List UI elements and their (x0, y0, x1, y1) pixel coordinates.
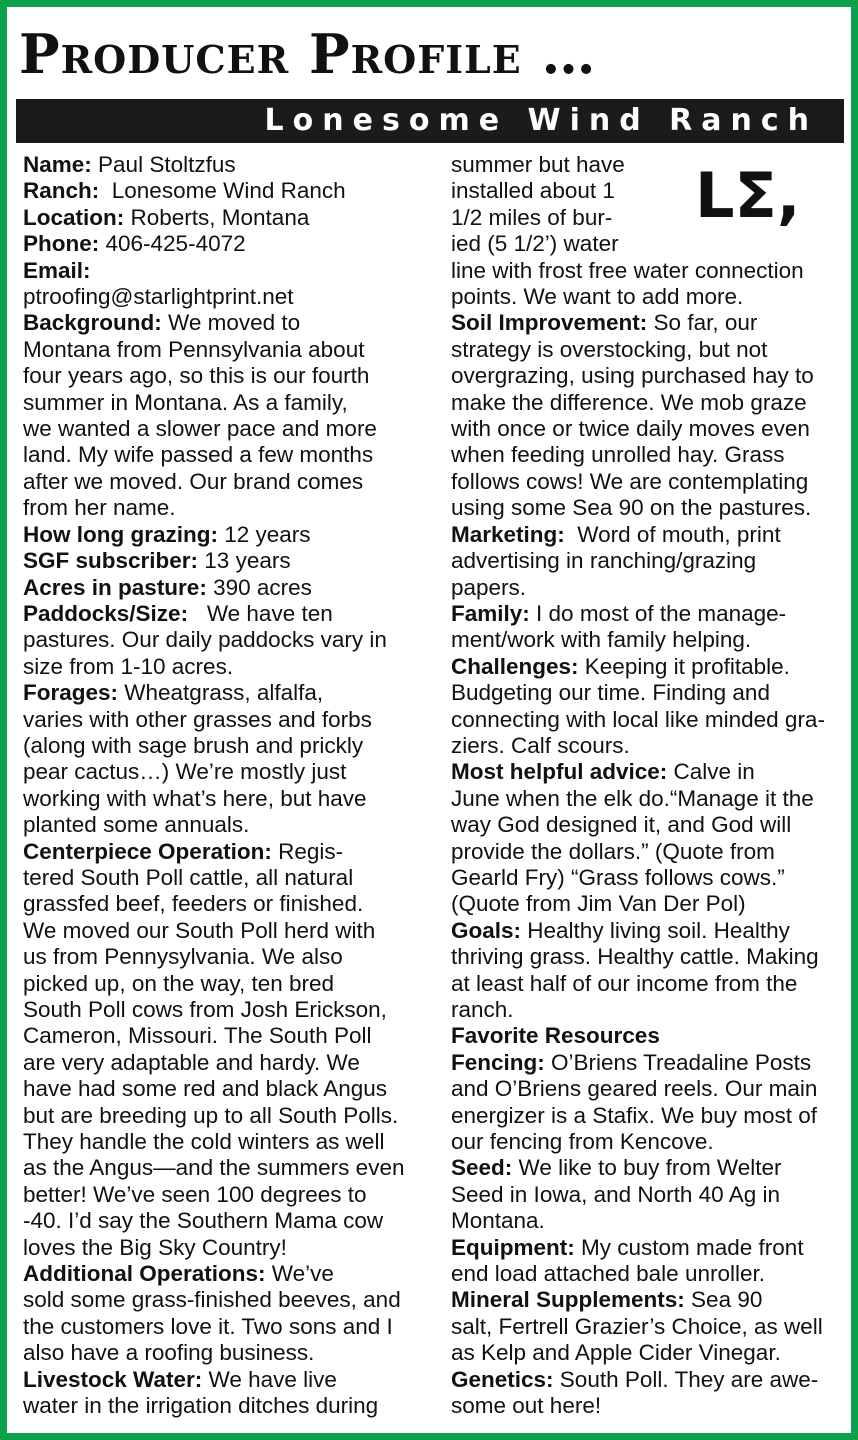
text-line (23, 390, 443, 416)
text-line (451, 575, 851, 601)
field-text: using some Sea 90 on the pastures. (451, 495, 812, 521)
field-text: salt, Fertrell Grazier’s Choice, as well (451, 1313, 823, 1339)
text-line (23, 548, 443, 574)
field-text: picked up, on the way, ten bred (23, 970, 335, 996)
field-label: Phone: (23, 231, 100, 257)
field-text: ptroofing@starlightprint.net (23, 284, 294, 310)
text-line (451, 812, 851, 838)
field-text: South Poll. They are awe- (553, 1366, 819, 1392)
field-text: also have a roofing business. (23, 1340, 315, 1366)
text-line (23, 891, 443, 917)
text-line (451, 680, 851, 706)
text-line (451, 997, 851, 1023)
text-line (23, 284, 443, 310)
text-line (23, 1261, 443, 1287)
text-line (451, 865, 851, 891)
field-text: pear cactus…) We’re mostly just (23, 759, 347, 785)
text-line (451, 1155, 851, 1181)
field-text: Sea 90 (684, 1287, 763, 1313)
field-text: make the difference. We mob graze (451, 389, 807, 415)
text-line (451, 522, 851, 548)
field-text: Regis- (271, 838, 344, 864)
text-line (23, 495, 443, 521)
text-line (451, 654, 851, 680)
text-line (451, 363, 851, 389)
field-label: Background: (23, 310, 162, 336)
text-line (451, 707, 851, 733)
text-line (23, 997, 443, 1023)
text-line (23, 786, 443, 812)
text-line (451, 601, 851, 627)
text-line (451, 1023, 851, 1049)
field-text: as Kelp and Apple Cider Vinegar. (451, 1340, 781, 1366)
text-line (23, 733, 443, 759)
field-text: We moved to (161, 310, 301, 336)
page-title: Producer Profile … (19, 22, 597, 86)
field-text: 390 acres (206, 574, 312, 600)
text-line (23, 1023, 443, 1049)
field-text: strategy is overstocking, but not (451, 336, 768, 362)
text-line (23, 575, 443, 601)
field-text: Montana. (451, 1208, 545, 1234)
field-text: O’Briens Treadaline Posts (544, 1049, 812, 1075)
text-line (23, 1340, 443, 1366)
text-line (23, 310, 443, 336)
field-text: Word of mouth, print (564, 521, 781, 547)
text-line (23, 654, 443, 680)
text-line (23, 839, 443, 865)
field-text: provide the dollars.” (Quote from (451, 838, 775, 864)
field-text: line with frost free water connection (451, 257, 804, 283)
field-text: Gearld Fry) “Grass follows cows.” (451, 864, 785, 890)
field-text: (Quote from Jim Van Der Pol) (451, 891, 746, 917)
text-line (23, 258, 443, 284)
ranch-banner (16, 99, 844, 143)
banner-text: Lonesome Wind Ranch (264, 103, 818, 138)
text-line (451, 1129, 851, 1155)
field-text: So far, our (647, 310, 758, 336)
text-line (451, 1050, 851, 1076)
text-line (23, 416, 443, 442)
field-text: us from Pennysylvania. We also (23, 944, 343, 970)
field-label: Centerpiece Operation: (23, 838, 272, 864)
field-text: have had some red and black Angus (23, 1076, 387, 1102)
field-text: way God designed it, and God will (451, 812, 792, 838)
field-text: My custom made front (574, 1234, 804, 1260)
field-text: Seed in Iowa, and North 40 Ag in (451, 1181, 780, 1207)
field-text: Lonesome Wind Ranch (99, 178, 346, 204)
text-line (23, 1076, 443, 1102)
text-line (451, 839, 851, 865)
field-text: end load attached bale unroller. (451, 1261, 765, 1287)
field-text: 1/2 miles of bur- (451, 204, 613, 230)
text-line (23, 1129, 443, 1155)
field-label: Most helpful advice: (451, 759, 668, 785)
field-text: (along with sage brush and prickly (23, 732, 364, 758)
field-text: 12 years (217, 521, 311, 547)
field-label: Mineral Supplements: (451, 1287, 685, 1313)
field-text: They handle the cold winters as well (23, 1129, 385, 1155)
text-line (451, 337, 851, 363)
field-text: ziers. Calf scours. (451, 732, 630, 758)
field-label: Equipment: (451, 1234, 575, 1260)
field-label: SGF subscriber: (23, 548, 199, 574)
field-text: Healthy living soil. Healthy (521, 917, 790, 943)
text-line (23, 1367, 443, 1393)
text-line (23, 1208, 443, 1234)
text-line (451, 918, 851, 944)
text-line (23, 707, 443, 733)
field-text: four years ago, so this is our fourth (23, 363, 370, 389)
text-line (451, 1076, 851, 1102)
field-text: sold some grass-finished beeves, and (23, 1287, 401, 1313)
text-line (451, 548, 851, 574)
text-line (23, 1287, 443, 1313)
text-line (451, 1340, 851, 1366)
field-text: South Poll cows from Josh Erickson, (23, 997, 387, 1022)
field-text: Budgeting our time. Finding and (451, 680, 770, 706)
field-label: Marketing: (451, 521, 565, 547)
field-text: advertising in ranching/grazing (451, 548, 757, 574)
field-text: We like to buy from Welter (512, 1155, 782, 1181)
field-label: Paddocks/Size: (23, 600, 189, 626)
field-text: pastures. Our daily paddocks vary in (23, 627, 387, 653)
text-line (451, 627, 851, 653)
text-line (23, 363, 443, 389)
field-text: 13 years (198, 548, 291, 574)
field-text: -40. I’d say the Southern Mama cow (23, 1208, 384, 1234)
field-text: better! We’ve seen 100 degrees to (23, 1181, 367, 1207)
text-line (451, 891, 851, 917)
field-label: Forages: (23, 680, 119, 706)
field-text: some out here! (451, 1393, 602, 1419)
text-line (23, 1050, 443, 1076)
field-text: Keeping it profitable. (578, 653, 790, 679)
field-text: Cameron, Missouri. The South Poll (23, 1023, 372, 1049)
text-line (451, 1235, 851, 1261)
field-text: We have ten (188, 600, 333, 626)
field-text: 406-425-4072 (99, 231, 246, 257)
field-label: Genetics: (451, 1366, 554, 1392)
field-text: Roberts, Montana (124, 204, 310, 230)
field-text: planted some annuals. (23, 812, 250, 838)
text-line (23, 759, 443, 785)
text-line (451, 1393, 851, 1419)
text-line (451, 1261, 851, 1287)
text-line (23, 1314, 443, 1340)
text-line (451, 1208, 851, 1234)
field-text: summer in Montana. As a family, (23, 389, 348, 415)
text-line (23, 152, 443, 178)
field-label: Goals: (451, 917, 522, 943)
text-line (23, 1103, 443, 1129)
text-line (451, 310, 851, 336)
field-text: We moved our South Poll herd with (23, 917, 376, 943)
field-label: Ranch: (23, 178, 100, 204)
field-text: and O’Briens geared reels. Our main (451, 1076, 818, 1102)
field-text: ment/work with family helping. (451, 627, 752, 653)
text-line (451, 442, 851, 468)
text-line (451, 1103, 851, 1129)
text-line (23, 680, 443, 706)
field-label: How long grazing: (23, 521, 218, 547)
text-line (451, 786, 851, 812)
field-text: ied (5 1/2’) water (451, 231, 619, 257)
field-text: grassfed beef, feeders or finished. (23, 891, 364, 917)
field-text: ranch. (451, 997, 514, 1022)
text-line (23, 231, 443, 257)
field-text: at least half of our income from the (451, 970, 798, 996)
field-label: Livestock Water: (23, 1366, 203, 1392)
text-line (23, 469, 443, 495)
field-text: with once or twice daily moves even (451, 416, 810, 442)
text-line (23, 627, 443, 653)
field-text: overgrazing, using purchased hay to (451, 363, 814, 389)
field-text: summer but have (451, 152, 625, 177)
field-text: We’ve (265, 1261, 334, 1287)
text-line (23, 178, 443, 204)
text-line (23, 944, 443, 970)
text-line (451, 1287, 851, 1313)
brand-logo-text: LΣ, (695, 159, 801, 232)
field-text: connecting with local like minded gra- (451, 706, 825, 732)
field-text: installed about 1 (451, 178, 615, 204)
text-line (451, 1367, 851, 1393)
field-text: when feeding unrolled hay. Grass (451, 442, 785, 468)
text-line (23, 812, 443, 838)
text-line (451, 971, 851, 997)
text-line (451, 469, 851, 495)
lonesome-wind-brand-icon (695, 153, 825, 239)
field-label: Challenges: (451, 653, 579, 679)
field-text: but are breeding up to all South Polls. (23, 1102, 399, 1128)
field-text: working with what’s here, but have (23, 785, 367, 811)
text-line (23, 1235, 443, 1261)
field-label: Favorite Resources (451, 1023, 660, 1049)
field-label: Additional Operations: (23, 1261, 266, 1287)
text-line (451, 1182, 851, 1208)
text-line (23, 1155, 443, 1181)
text-line (23, 918, 443, 944)
text-line (23, 442, 443, 468)
field-text: Calve in (667, 759, 755, 785)
text-line (23, 205, 443, 231)
field-text: after we moved. Our brand comes (23, 468, 364, 494)
text-line (23, 865, 443, 891)
field-label: Family: (451, 600, 530, 626)
field-text: from her name. (23, 495, 176, 521)
field-text: thriving grass. Healthy cattle. Making (451, 944, 819, 970)
field-text: water in the irrigation ditches during (23, 1393, 379, 1419)
field-text: varies with other grasses and forbs (23, 706, 372, 732)
text-line (451, 416, 851, 442)
field-text: as the Angus—and the summers even (23, 1155, 405, 1181)
text-line (23, 337, 443, 363)
text-line (451, 390, 851, 416)
field-label: Fencing: (451, 1049, 545, 1075)
field-label: Email: (23, 257, 91, 283)
field-label: Acres in pasture: (23, 574, 207, 600)
field-label: Soil Improvement: (451, 310, 648, 336)
field-text: follows cows! We are contemplating (451, 468, 809, 494)
field-text: loves the Big Sky Country! (23, 1234, 287, 1260)
field-text: points. We want to add more. (451, 284, 744, 310)
text-line (23, 601, 443, 627)
field-text: June when the elk do.“Manage it the (451, 785, 814, 811)
field-text: papers. (451, 574, 527, 600)
field-text: we wanted a slower pace and more (23, 416, 377, 442)
field-text: I do most of the manage- (529, 600, 787, 626)
text-line (451, 733, 851, 759)
field-text: size from 1-10 acres. (23, 653, 234, 679)
text-line (23, 1393, 443, 1419)
text-line (451, 1314, 851, 1340)
field-label: Location: (23, 204, 125, 230)
right-column (451, 152, 851, 1420)
field-text: Wheatgrass, alfalfa, (118, 680, 324, 706)
text-line (451, 495, 851, 521)
field-label: Name: (23, 152, 92, 177)
text-line (451, 284, 851, 310)
text-line (23, 522, 443, 548)
field-text: land. My wife passed a few months (23, 442, 374, 468)
left-column (23, 152, 443, 1420)
field-text: our fencing from Kencove. (451, 1129, 714, 1155)
text-line (451, 944, 851, 970)
field-label: Seed: (451, 1155, 513, 1181)
field-text: are very adaptable and hardy. We (23, 1049, 360, 1075)
text-line (23, 1182, 443, 1208)
text-line (451, 759, 851, 785)
field-text: Montana from Pennsylvania about (23, 336, 365, 362)
field-text: tered South Poll cattle, all natural (23, 864, 354, 890)
text-line (451, 258, 851, 284)
field-text: Paul Stoltzfus (91, 152, 236, 177)
field-text: energizer is a Stafix. We buy most of (451, 1102, 817, 1128)
field-text: the customers love it. Two sons and I (23, 1313, 393, 1339)
text-line (23, 971, 443, 997)
field-text: We have live (202, 1366, 337, 1392)
